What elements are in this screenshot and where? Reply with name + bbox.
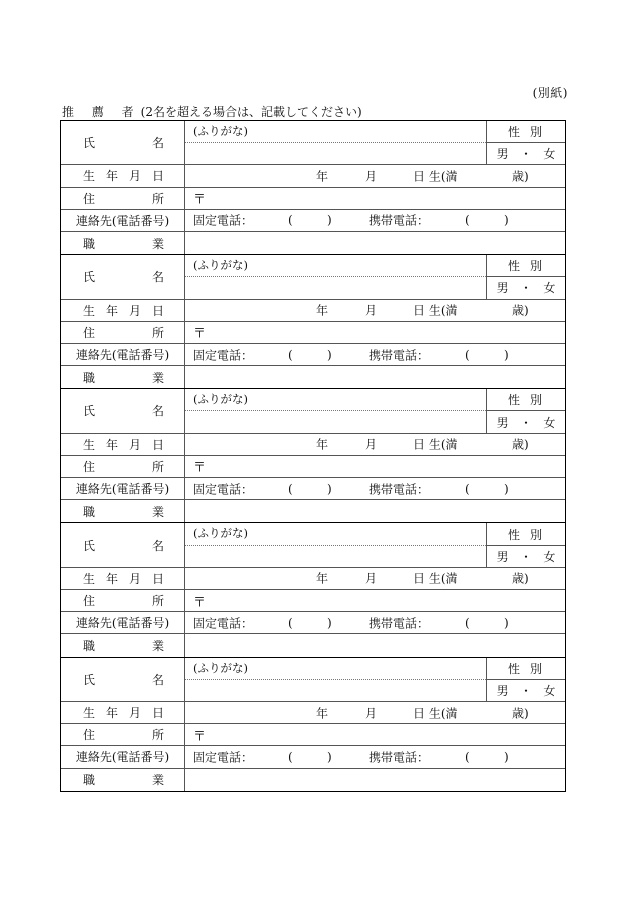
sex-male-option[interactable]: 男: [496, 683, 509, 698]
mobile-paren-open: (: [465, 615, 470, 630]
birth-label-char: 月: [128, 303, 141, 318]
contact-row: [61, 344, 565, 366]
address-label-char: 所: [151, 459, 164, 474]
address-row: [61, 188, 565, 210]
job-label-char: 業: [151, 773, 164, 788]
sex-separator: ・: [519, 281, 532, 296]
day-born-unit: 日 生(満: [413, 571, 458, 586]
age-unit: 歳): [512, 437, 529, 452]
birth-row: [61, 568, 565, 590]
sex-field: [487, 121, 565, 164]
sex-header: 性別: [487, 255, 565, 277]
name-field[interactable]: [185, 143, 486, 164]
address-row: [61, 724, 565, 746]
furigana-field[interactable]: (ふりがな): [185, 658, 486, 680]
name-label-char: 氏: [83, 538, 96, 553]
age-unit: 歳): [512, 706, 529, 721]
address-label-char: 住: [83, 459, 96, 474]
address-label-char: 住: [83, 325, 96, 340]
landline-label: 固定電話：: [193, 750, 254, 765]
address-label: [61, 724, 185, 745]
job-field[interactable]: [185, 500, 565, 522]
job-label-char: 職: [83, 236, 96, 251]
job-label-char: 職: [83, 773, 96, 788]
year-unit: 年: [316, 706, 329, 721]
sex-header: 性別: [487, 121, 565, 143]
sex-header: 性別: [487, 389, 565, 411]
job-label-char: 業: [151, 504, 164, 519]
age-unit: 歳): [512, 169, 529, 184]
mobile-label: 携帯電話：: [369, 348, 430, 362]
sex-female-option[interactable]: 女: [543, 281, 556, 296]
name-label-char: 名: [151, 538, 164, 553]
name-row: [61, 658, 565, 702]
sex-male-option[interactable]: 男: [496, 281, 509, 296]
year-unit: 年: [316, 303, 329, 318]
birth-field[interactable]: [185, 165, 565, 186]
mobile-paren-open: (: [465, 213, 470, 228]
birth-label-char: 生: [83, 303, 96, 318]
month-unit: 月: [365, 169, 378, 184]
sex-female-option[interactable]: 女: [543, 147, 556, 162]
contact-label: 連絡先(電話番号): [61, 746, 185, 767]
landline-paren-open: (: [288, 213, 293, 228]
birth-row: [61, 434, 565, 456]
mobile-paren-close: ): [504, 749, 509, 764]
sex-female-option[interactable]: 女: [543, 549, 556, 564]
sex-male-option[interactable]: 男: [496, 549, 509, 564]
address-label-char: 住: [83, 728, 96, 743]
birth-label: [61, 568, 185, 589]
sex-separator: ・: [519, 415, 532, 430]
mobile-paren-close: ): [504, 615, 509, 630]
sex-field: [487, 523, 565, 566]
job-label: [61, 769, 185, 791]
mobile-paren-close: ): [504, 347, 509, 362]
name-field[interactable]: [185, 411, 486, 432]
job-label-char: 職: [83, 638, 96, 653]
furigana-field[interactable]: (ふりがな): [185, 523, 486, 545]
job-row: [61, 366, 565, 388]
age-unit: 歳): [512, 571, 529, 586]
address-label: [61, 322, 185, 343]
recommender-block: [61, 255, 565, 389]
birth-row: [61, 300, 565, 322]
mobile-paren-open: (: [465, 347, 470, 362]
birth-label: [61, 434, 185, 455]
contact-field[interactable]: [185, 210, 565, 231]
name-label-char: 名: [151, 404, 164, 419]
name-field[interactable]: [185, 277, 486, 298]
contact-field[interactable]: [185, 746, 565, 767]
birth-label-char: 日: [151, 169, 164, 184]
recommender-block: [61, 658, 565, 791]
contact-label: 連絡先(電話番号): [61, 344, 185, 365]
contact-row: [61, 210, 565, 232]
job-label-char: 業: [151, 236, 164, 251]
birth-label-char: 日: [151, 571, 164, 586]
postal-mark-icon: 〒: [193, 192, 207, 208]
address-label-char: 所: [151, 594, 164, 609]
furigana-field[interactable]: (ふりがな): [185, 255, 486, 277]
name-label: [61, 255, 185, 298]
name-row: [61, 389, 565, 433]
name-row: [61, 255, 565, 299]
address-label: [61, 456, 185, 477]
address-row: [61, 322, 565, 344]
job-label-char: 職: [83, 504, 96, 519]
month-unit: 月: [365, 706, 378, 721]
name-field[interactable]: [185, 680, 486, 701]
contact-row: [61, 612, 565, 634]
mobile-paren-open: (: [465, 481, 470, 496]
landline-paren-close: ): [327, 481, 332, 496]
name-label-char: 名: [151, 672, 164, 687]
sex-separator: ・: [519, 549, 532, 564]
address-field[interactable]: [185, 724, 565, 745]
birth-label-char: 年: [105, 706, 118, 721]
day-born-unit: 日 生(満: [413, 169, 458, 184]
address-label-char: 所: [151, 191, 164, 206]
landline-paren-open: (: [288, 347, 293, 362]
birth-label-char: 年: [105, 571, 118, 586]
name-label-char: 氏: [83, 136, 96, 151]
birth-label-char: 年: [105, 303, 118, 318]
year-unit: 年: [316, 437, 329, 452]
contact-label: 連絡先(電話番号): [61, 612, 185, 633]
month-unit: 月: [365, 571, 378, 586]
contact-row: [61, 478, 565, 500]
sex-field: [487, 389, 565, 432]
job-field[interactable]: [185, 232, 565, 254]
job-label-char: 職: [83, 370, 96, 385]
birth-label: [61, 300, 185, 321]
recommender-form: [60, 120, 566, 792]
recommender-block: [61, 121, 565, 255]
year-unit: 年: [316, 571, 329, 586]
mobile-label: 携帯電話：: [369, 213, 430, 228]
birth-field[interactable]: [185, 434, 565, 455]
name-row: [61, 523, 565, 567]
mobile-label: 携帯電話：: [369, 482, 430, 497]
birth-row: [61, 165, 565, 187]
birth-label-char: 年: [105, 437, 118, 452]
postal-mark-icon: 〒: [193, 326, 207, 342]
contact-label: 連絡先(電話番号): [61, 478, 185, 499]
day-born-unit: 日 生(満: [413, 706, 458, 721]
landline-label: 固定電話：: [193, 482, 254, 497]
birth-label: [61, 165, 185, 186]
birth-label-char: 月: [128, 706, 141, 721]
job-label: [61, 366, 185, 388]
job-field[interactable]: [185, 366, 565, 388]
form-heading: [62, 103, 362, 120]
month-unit: 月: [365, 303, 378, 318]
job-label-char: 業: [151, 638, 164, 653]
birth-field[interactable]: [185, 568, 565, 589]
landline-paren-open: (: [288, 481, 293, 496]
sex-header: 性別: [487, 658, 565, 680]
day-born-unit: 日 生(満: [413, 437, 458, 452]
postal-mark-icon: 〒: [193, 460, 207, 476]
job-field[interactable]: [185, 634, 565, 656]
job-label-char: 業: [151, 370, 164, 385]
job-label: [61, 500, 185, 522]
postal-mark-icon: 〒: [193, 595, 207, 611]
mobile-paren-close: ): [504, 481, 509, 496]
contact-row: [61, 746, 565, 768]
birth-label-char: 生: [83, 571, 96, 586]
heading-note: (2名を超える場合は、記載してください): [140, 105, 362, 119]
mobile-paren-close: ): [504, 213, 509, 228]
furigana-field[interactable]: (ふりがな): [185, 389, 486, 411]
sex-separator: ・: [519, 683, 532, 698]
address-field[interactable]: [185, 188, 565, 209]
birth-label-char: 日: [151, 437, 164, 452]
birth-label-char: 生: [83, 706, 96, 721]
name-label: [61, 658, 185, 701]
year-unit: 年: [316, 169, 329, 184]
job-row: [61, 500, 565, 522]
sex-male-option[interactable]: 男: [496, 147, 509, 162]
birth-field[interactable]: [185, 702, 565, 723]
job-label: [61, 634, 185, 656]
name-label: [61, 389, 185, 432]
address-row: [61, 590, 565, 612]
address-field[interactable]: [185, 322, 565, 343]
birth-label-char: 月: [128, 169, 141, 184]
birth-label: [61, 702, 185, 723]
address-label: [61, 590, 185, 611]
contact-label: 連絡先(電話番号): [61, 210, 185, 231]
contact-field[interactable]: [185, 344, 565, 365]
landline-paren-open: (: [288, 749, 293, 764]
name-label-char: 名: [151, 270, 164, 285]
birth-label-char: 日: [151, 706, 164, 721]
name-row: [61, 121, 565, 165]
sex-field: [487, 658, 565, 701]
month-unit: 月: [365, 437, 378, 452]
name-label-char: 名: [151, 136, 164, 151]
job-row: [61, 232, 565, 254]
landline-paren-close: ): [327, 749, 332, 764]
address-field[interactable]: [185, 456, 565, 477]
landline-label: 固定電話：: [193, 616, 254, 631]
address-field[interactable]: [185, 590, 565, 611]
sex-separator: ・: [519, 147, 532, 162]
day-born-unit: 日 生(満: [413, 303, 458, 318]
sex-female-option[interactable]: 女: [543, 683, 556, 698]
sex-male-option[interactable]: 男: [496, 415, 509, 430]
address-label-char: 住: [83, 594, 96, 609]
address-label: [61, 188, 185, 209]
birth-label-char: 生: [83, 437, 96, 452]
landline-label: 固定電話：: [193, 213, 254, 228]
landline-paren-open: (: [288, 615, 293, 630]
name-label: [61, 121, 185, 164]
birth-row: [61, 702, 565, 724]
job-label: [61, 232, 185, 254]
job-row: [61, 769, 565, 791]
job-row: [61, 634, 565, 656]
landline-paren-close: ): [327, 213, 332, 228]
name-label-char: 氏: [83, 404, 96, 419]
landline-paren-close: ): [327, 347, 332, 362]
address-label-char: 所: [151, 728, 164, 743]
birth-label-char: 月: [128, 437, 141, 452]
mobile-label: 携帯電話：: [369, 750, 430, 765]
recommender-block: [61, 389, 565, 523]
landline-label: 固定電話：: [193, 348, 254, 362]
landline-paren-close: ): [327, 615, 332, 630]
birth-label-char: 月: [128, 571, 141, 586]
contact-field[interactable]: [185, 478, 565, 499]
name-field[interactable]: [185, 546, 486, 567]
recommender-block: [61, 523, 565, 657]
postal-mark-icon: 〒: [193, 729, 207, 745]
name-label-char: 氏: [83, 270, 96, 285]
address-label-char: 住: [83, 191, 96, 206]
sex-female-option[interactable]: 女: [543, 415, 556, 430]
mobile-label: 携帯電話：: [369, 616, 430, 631]
heading-main: 推 薦 者: [62, 105, 141, 119]
address-row: [61, 456, 565, 478]
address-label-char: 所: [151, 325, 164, 340]
name-label-char: 氏: [83, 672, 96, 687]
birth-label-char: 生: [83, 169, 96, 184]
age-unit: 歳): [512, 303, 529, 318]
sex-header: 性別: [487, 523, 565, 545]
mobile-paren-open: (: [465, 749, 470, 764]
name-label: [61, 523, 185, 566]
annex-label: (別紙): [532, 86, 568, 100]
contact-field[interactable]: [185, 612, 565, 633]
birth-field[interactable]: [185, 300, 565, 321]
furigana-field[interactable]: (ふりがな): [185, 121, 486, 143]
sex-field: [487, 255, 565, 298]
birth-label-char: 年: [105, 169, 118, 184]
birth-label-char: 日: [151, 303, 164, 318]
job-field[interactable]: [185, 769, 565, 791]
